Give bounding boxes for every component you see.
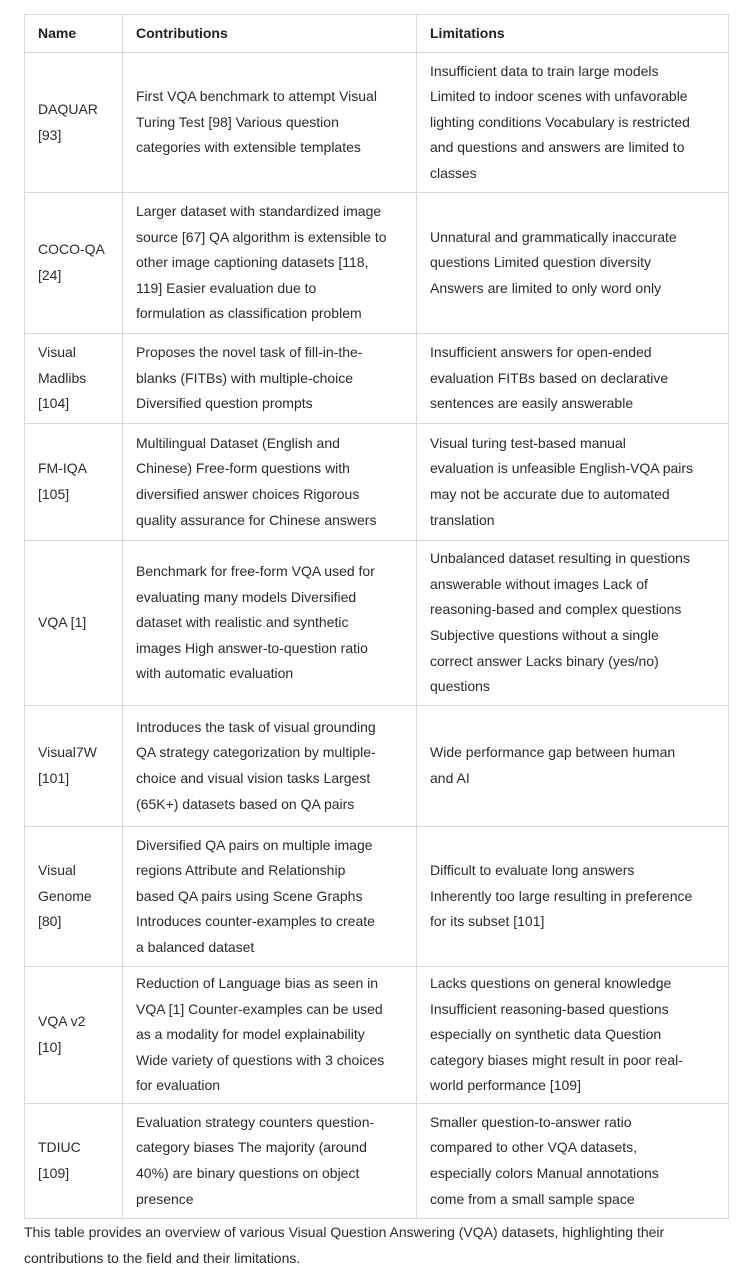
table-row [25, 334, 729, 424]
cell-name: COCO-QA [24] [25, 193, 123, 334]
cell-contributions: Proposes the novel task of fill-in-the- blanks (FITBs) with multiple-choice Diversified question prompts [123, 334, 417, 424]
table-row [25, 424, 729, 541]
cell-name: Visual7W [101] [25, 706, 123, 827]
cell-limitations: Lacks questions on general knowledge Insufficient reasoning-based questions especially on synthetic data Question category biases might result in poor real- world performance [109] [417, 967, 729, 1104]
header-contributions: Contributions [123, 15, 417, 53]
cell-limitations: Unbalanced dataset resulting in questions answerable without images Lack of reasoning-based and complex questions Subjective questions without a single correct answer Lacks binary (yes/no) questions [417, 541, 729, 706]
cell-contributions: Larger dataset with standardized image source [67] QA algorithm is extensible to other image captioning datasets [118, 119] Easier evaluation due to formulation as classification problem [123, 193, 417, 334]
cell-name: TDIUC [109] [25, 1104, 123, 1219]
cell-limitations: Smaller question-to-answer ratio compared to other VQA datasets, especially colors Manual annotations come from a small sample space [417, 1104, 729, 1219]
table-row [25, 1104, 729, 1219]
cell-contributions: Reduction of Language bias as seen in VQA [1] Counter-examples can be used as a modality for model explainability Wide variety of questions with 3 choices for evaluation [123, 967, 417, 1104]
table-row [25, 193, 729, 334]
cell-limitations: Difficult to evaluate long answers Inherently too large resulting in preference for its subset [101] [417, 827, 729, 967]
vqa-datasets-table [24, 14, 729, 1219]
cell-contributions: Introduces the task of visual grounding QA strategy categorization by multiple- choice and visual vision tasks Largest (65K+) datasets based on QA pairs [123, 706, 417, 827]
cell-limitations: Unnatural and grammatically inaccurate questions Limited question diversity Answers are limited to only word only [417, 193, 729, 334]
cell-limitations: Insufficient answers for open-ended evaluation FITBs based on declarative sentences are easily answerable [417, 334, 729, 424]
cell-name: FM-IQA [105] [25, 424, 123, 541]
cell-name: Visual Madlibs [104] [25, 334, 123, 424]
header-limitations: Limitations [417, 15, 729, 53]
table-row [25, 53, 729, 193]
table-row [25, 827, 729, 967]
table-row [25, 706, 729, 827]
table-caption: This table provides an overview of various Visual Question Answering (VQA) datasets, highlighting their contributions to the field and their limitations. [24, 1224, 665, 1266]
cell-contributions: First VQA benchmark to attempt Visual Turing Test [98] Various question categories with extensible templates [123, 53, 417, 193]
cell-name: VQA [1] [25, 541, 123, 706]
cell-contributions: Diversified QA pairs on multiple image regions Attribute and Relationship based QA pairs using Scene Graphs Introduces counter-examples to create a balanced dataset [123, 827, 417, 967]
cell-limitations: Visual turing test-based manual evaluation is unfeasible English-VQA pairs may not be accurate due to automated translation [417, 424, 729, 541]
cell-name: Visual Genome [80] [25, 827, 123, 967]
header-name: Name [25, 15, 123, 53]
cell-limitations: Insufficient data to train large models Limited to indoor scenes with unfavorable lighting conditions Vocabulary is restricted and questions and answers are limited to classes [417, 53, 729, 193]
cell-contributions: Evaluation strategy counters question- category biases The majority (around 40%) are binary questions on object presence [123, 1104, 417, 1219]
cell-name: DAQUAR [93] [25, 53, 123, 193]
table-row [25, 541, 729, 706]
cell-contributions: Benchmark for free-form VQA used for evaluating many models Diversified dataset with realistic and synthetic images High answer-to-question ratio with automatic evaluation [123, 541, 417, 706]
cell-name: VQA v2 [10] [25, 967, 123, 1104]
table-row [25, 967, 729, 1104]
cell-limitations: Wide performance gap between human and AI [417, 706, 729, 827]
cell-contributions: Multilingual Dataset (English and Chinese) Free-form questions with diversified answer choices Rigorous quality assurance for Chinese answers [123, 424, 417, 541]
table-header-row [25, 15, 729, 53]
